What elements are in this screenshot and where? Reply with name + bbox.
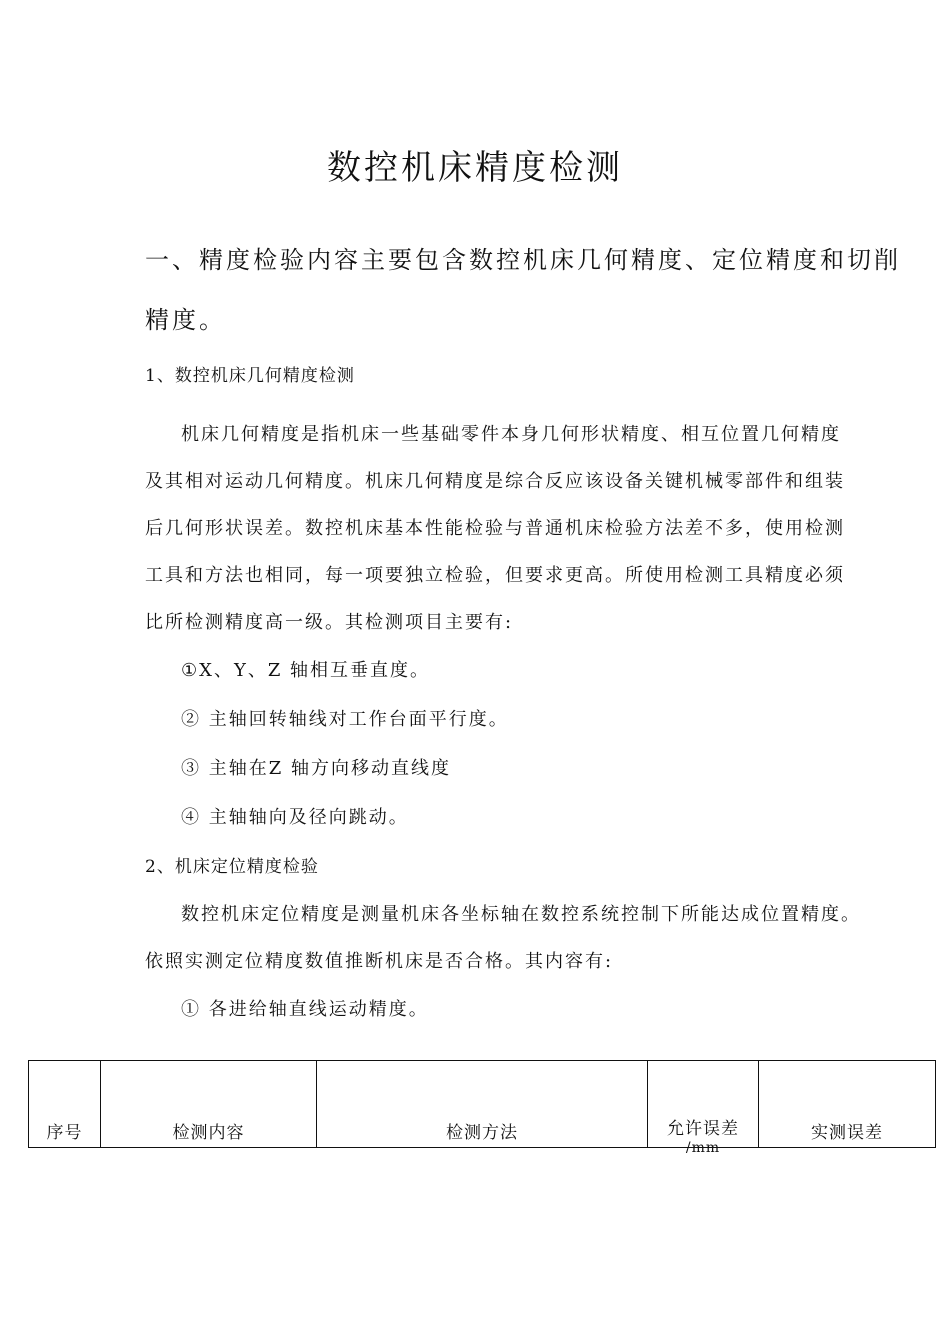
paragraph-line: 依照实测定位精度数值推断机床是否合格。其内容有: [145, 951, 614, 972]
list-item: ② 主轴回转轴线对工作台面平行度。 [181, 709, 509, 730]
header-content: 检测内容 [101, 1061, 317, 1148]
paragraph-line: 工具和方法也相同，每一项要独立检验，但要求更高。所使用检测工具精度必须 [145, 565, 845, 586]
header-index: 序号 [29, 1061, 101, 1148]
table-header-row [29, 1061, 936, 1148]
paragraph-line: 比所检测精度高一级。其检测项目主要有: [145, 612, 514, 633]
list-item: ④ 主轴轴向及径向跳动。 [181, 807, 409, 828]
header-tolerance-unit: /mm [685, 1140, 721, 1156]
list-item: ① 各进给轴直线运动精度。 [181, 999, 429, 1020]
list-item: ①X、Y、Z 轴相互垂直度。 [181, 660, 431, 681]
document-title: 数控机床精度检测 [327, 148, 623, 188]
header-measured: 实测误差 [759, 1061, 936, 1148]
header-tolerance [648, 1061, 759, 1156]
inspection-table [28, 1060, 936, 1156]
section-heading-line-2: 精度。 [145, 306, 226, 334]
paragraph-line: 后几何形状误差。数控机床基本性能检验与普通机床检验方法差不多，使用检测 [145, 518, 845, 539]
section-heading-line-1: 一、精度检验内容主要包含数控机床几何精度、定位精度和切削 [145, 246, 901, 274]
header-method: 检测方法 [317, 1061, 648, 1148]
paragraph-line: 及其相对运动几何精度。机床几何精度是综合反应该设备关键机械零部件和组装 [145, 471, 845, 492]
paragraph-line: 数控机床定位精度是测量机床各坐标轴在数控系统控制下所能达成位置精度。 [181, 904, 861, 925]
paragraph-line: 机床几何精度是指机床一些基础零件本身几何形状精度、相互位置几何精度 [181, 424, 841, 445]
subsection-title-1: 1、数控机床几何精度检测 [145, 366, 355, 386]
header-tolerance-label: 允许误差 [667, 1119, 739, 1139]
subsection-title-2: 2、机床定位精度检验 [145, 857, 319, 877]
list-item: ③ 主轴在Z 轴方向移动直线度 [181, 758, 451, 779]
